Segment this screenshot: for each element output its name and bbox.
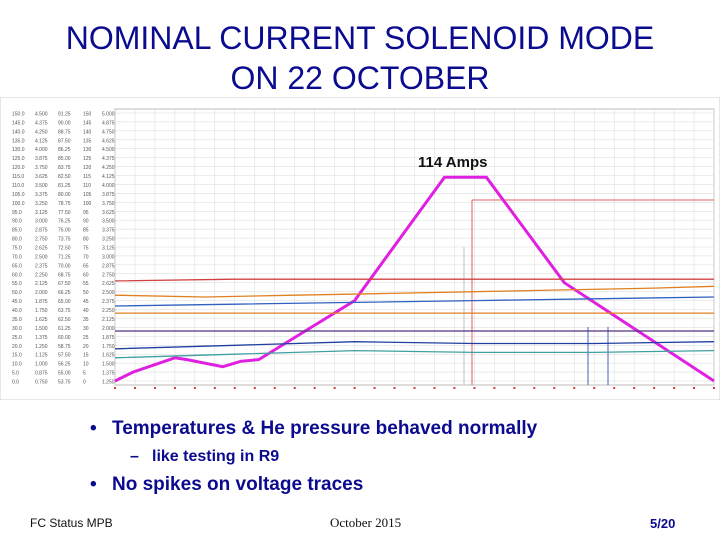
y-tick-label: 70 — [83, 254, 89, 261]
y-tick-label: 77.50 — [58, 209, 71, 216]
y-tick-label: 3.250 — [102, 236, 115, 243]
y-tick-label: 0.0 — [12, 379, 19, 386]
y-tick-label: 1.750 — [35, 308, 48, 315]
y-tick-label: 5.000 — [102, 111, 115, 118]
x-tick-mark — [274, 387, 276, 389]
footer-left: FC Status MPB — [30, 516, 113, 530]
y-tick-label: 61.25 — [58, 325, 71, 332]
y-tick-label: 86.25 — [58, 147, 71, 154]
y-tick-label: 130 — [83, 147, 92, 154]
y-tick-label: 65.00 — [58, 299, 71, 306]
y-tick-label: 20 — [83, 343, 89, 350]
y-tick-label: 140.0 — [12, 129, 25, 136]
y-tick-label: 60.00 — [58, 334, 71, 341]
y-tick-label: 73.75 — [58, 236, 71, 243]
y-tick-label: 15.0 — [12, 352, 22, 359]
y-tick-label: 76.25 — [58, 218, 71, 225]
y-tick-label: 125 — [83, 156, 92, 163]
y-tick-label: 3.000 — [102, 254, 115, 261]
y-tick-label: 30.0 — [12, 325, 22, 332]
y-tick-label: 3.750 — [102, 200, 115, 207]
x-tick-mark — [713, 387, 715, 389]
bullet-dot-icon: • — [90, 418, 97, 439]
y-tick-label: 145 — [83, 120, 92, 127]
y-tick-label: 1.000 — [35, 361, 48, 368]
x-tick-mark — [114, 387, 116, 389]
y-tick-label: 105.0 — [12, 191, 25, 198]
y-tick-label: 20.0 — [12, 343, 22, 350]
y-tick-label: 2.000 — [35, 290, 48, 297]
x-tick-mark — [254, 387, 256, 389]
bullet-dot-icon: • — [90, 474, 97, 495]
y-tick-label: 56.25 — [58, 361, 71, 368]
x-tick-mark — [354, 387, 356, 389]
y-tick-label: 120.0 — [12, 165, 25, 172]
x-tick-mark — [174, 387, 176, 389]
x-tick-mark — [394, 387, 396, 389]
y-tick-label: 3.875 — [102, 191, 115, 198]
bullet-item — [90, 418, 537, 440]
y-tick-label: 4.500 — [35, 111, 48, 118]
y-tick-label: 80.00 — [58, 191, 71, 198]
x-tick-mark — [154, 387, 156, 389]
y-tick-label: 90.00 — [58, 120, 71, 127]
y-tick-label: 2.375 — [102, 299, 115, 306]
y-tick-label: 3.125 — [35, 209, 48, 216]
slide-title-line1: NOMINAL CURRENT SOLENOID MODE — [65, 20, 655, 56]
y-tick-label: 82.50 — [58, 174, 71, 181]
y-tick-label: 4.125 — [102, 174, 115, 181]
y-tick-label: 4.000 — [102, 182, 115, 189]
y-tick-label: 80.0 — [12, 236, 22, 243]
x-tick-mark — [493, 387, 495, 389]
y-tick-label: 145.0 — [12, 120, 25, 127]
y-tick-label: 2.000 — [102, 325, 115, 332]
x-tick-mark — [314, 387, 316, 389]
dash-icon: – — [130, 448, 139, 465]
y-tick-label: 25 — [83, 334, 89, 341]
x-tick-mark — [613, 387, 615, 389]
slide-title — [0, 18, 720, 98]
y-tick-label: 4.375 — [102, 156, 115, 163]
y-tick-label: 115.0 — [12, 174, 25, 181]
y-tick-label: 1.125 — [35, 352, 48, 359]
y-tick-label: 15 — [83, 352, 89, 359]
y-tick-label: 30 — [83, 325, 89, 332]
y-tick-label: 62.50 — [58, 316, 71, 323]
y-tick-label: 3.625 — [35, 174, 48, 181]
chart-svg — [0, 97, 720, 400]
y-tick-label: 68.75 — [58, 272, 71, 279]
y-tick-label: 53.75 — [58, 379, 71, 386]
y-tick-label: 3.750 — [35, 165, 48, 172]
y-tick-label: 65.0 — [12, 263, 22, 270]
y-tick-label: 70.00 — [58, 263, 71, 270]
y-tick-label: 3.500 — [102, 218, 115, 225]
y-tick-label: 57.50 — [58, 352, 71, 359]
y-tick-label: 105 — [83, 191, 92, 198]
y-tick-label: 1.875 — [35, 299, 48, 306]
y-tick-label: 71.25 — [58, 254, 71, 261]
y-tick-label: 2.750 — [35, 236, 48, 243]
y-tick-label: 50 — [83, 290, 89, 297]
x-tick-mark — [374, 387, 376, 389]
y-tick-label: 135 — [83, 138, 92, 145]
x-tick-mark — [573, 387, 575, 389]
x-tick-mark — [234, 387, 236, 389]
y-tick-label: 4.375 — [35, 120, 48, 127]
y-tick-label: 1.625 — [35, 316, 48, 323]
y-tick-label: 65 — [83, 263, 89, 270]
y-tick-label: 3.500 — [35, 182, 48, 189]
y-tick-label: 67.50 — [58, 281, 71, 288]
y-tick-label: 85.0 — [12, 227, 22, 234]
x-tick-mark — [294, 387, 296, 389]
y-tick-label: 2.375 — [35, 263, 48, 270]
y-tick-label: 45 — [83, 299, 89, 306]
y-tick-label: 1.875 — [102, 334, 115, 341]
chart-container — [0, 97, 720, 400]
y-tick-label: 75 — [83, 245, 89, 252]
y-tick-label: 90 — [83, 218, 89, 225]
y-tick-label: 2.625 — [102, 281, 115, 288]
y-tick-label: 4.625 — [102, 138, 115, 145]
y-tick-label: 78.75 — [58, 200, 71, 207]
x-tick-mark — [633, 387, 635, 389]
sub-bullet-item — [130, 448, 279, 466]
y-tick-label: 120 — [83, 165, 92, 172]
y-tick-label: 5 — [83, 370, 86, 377]
y-tick-label: 2.875 — [35, 227, 48, 234]
y-tick-label: 4.250 — [102, 165, 115, 172]
footer-date: October 2015 — [330, 515, 402, 530]
y-tick-label: 125.0 — [12, 156, 25, 163]
x-tick-mark — [533, 387, 535, 389]
x-tick-mark — [414, 387, 416, 389]
y-tick-label: 1.750 — [102, 343, 115, 350]
y-tick-label: 3.625 — [102, 209, 115, 216]
y-tick-label: 75.0 — [12, 245, 22, 252]
y-tick-label: 2.875 — [102, 263, 115, 270]
y-tick-label: 1.375 — [102, 370, 115, 377]
y-tick-label: 3.000 — [35, 218, 48, 225]
x-tick-mark — [134, 387, 136, 389]
y-tick-label: 85.00 — [58, 156, 71, 163]
slide-title-line2: ON 22 OCTOBER — [230, 60, 490, 96]
y-tick-label: 135.0 — [12, 138, 25, 145]
y-tick-label: 2.750 — [102, 272, 115, 279]
y-tick-label: 1.500 — [35, 325, 48, 332]
y-tick-label: 81.25 — [58, 182, 71, 189]
y-tick-label: 3.875 — [35, 156, 48, 163]
annotation-label: 114 Amps — [418, 154, 488, 171]
y-tick-label: 60.0 — [12, 272, 22, 279]
x-tick-mark — [453, 387, 455, 389]
y-tick-label: 5.0 — [12, 370, 19, 377]
sub-bullet-text: like testing in R9 — [152, 448, 280, 465]
y-tick-label: 100.0 — [12, 200, 25, 207]
y-tick-label: 0.750 — [35, 379, 48, 386]
y-tick-label: 1.500 — [102, 361, 115, 368]
y-tick-label: 2.500 — [102, 290, 115, 297]
y-tick-label: 2.250 — [102, 308, 115, 315]
bullet-text: Temperatures & He pressure behaved normally — [112, 418, 538, 439]
y-tick-label: 63.75 — [58, 308, 71, 315]
y-tick-label: 115 — [83, 174, 91, 181]
y-tick-label: 25.0 — [12, 334, 22, 341]
y-tick-label: 4.500 — [102, 147, 115, 154]
y-tick-label: 70.0 — [12, 254, 22, 261]
y-tick-label: 83.75 — [58, 165, 71, 172]
x-tick-mark — [194, 387, 196, 389]
y-tick-label: 3.125 — [102, 245, 115, 252]
y-tick-label: 150.0 — [12, 111, 25, 118]
y-tick-label: 0 — [83, 379, 86, 386]
y-tick-label: 55.0 — [12, 281, 22, 288]
y-tick-label: 100 — [83, 200, 92, 207]
y-tick-label: 0.875 — [35, 370, 48, 377]
y-tick-label: 10 — [83, 361, 89, 368]
y-tick-label: 2.625 — [35, 245, 48, 252]
y-tick-label: 40.0 — [12, 308, 22, 315]
y-tick-label: 150 — [83, 111, 92, 118]
y-tick-label: 40 — [83, 308, 89, 315]
y-tick-label: 66.25 — [58, 290, 71, 297]
y-tick-label: 4.750 — [102, 129, 115, 136]
y-tick-label: 3.250 — [35, 200, 48, 207]
y-tick-label: 58.75 — [58, 343, 71, 350]
x-tick-mark — [513, 387, 515, 389]
x-tick-mark — [473, 387, 475, 389]
y-tick-label: 4.125 — [35, 138, 48, 145]
bullet-text: No spikes on voltage traces — [112, 474, 364, 495]
page-number: 5/20 — [650, 516, 676, 531]
y-tick-label: 2.125 — [35, 281, 48, 288]
y-tick-label: 3.375 — [102, 227, 115, 234]
y-tick-label: 130.0 — [12, 147, 25, 154]
x-tick-mark — [693, 387, 695, 389]
y-tick-label: 1.375 — [35, 334, 48, 341]
y-tick-label: 72.50 — [58, 245, 71, 252]
y-tick-label: 35 — [83, 316, 89, 323]
y-tick-label: 2.125 — [102, 316, 115, 323]
y-tick-label: 60 — [83, 272, 89, 279]
x-tick-mark — [334, 387, 336, 389]
y-tick-label: 85 — [83, 227, 89, 234]
y-tick-label: 1.250 — [102, 379, 115, 386]
y-tick-label: 10.0 — [12, 361, 22, 368]
y-tick-label: 55 — [83, 281, 89, 288]
bullet-item — [90, 474, 363, 496]
x-tick-mark — [673, 387, 675, 389]
x-tick-mark — [433, 387, 435, 389]
x-tick-mark — [653, 387, 655, 389]
x-tick-mark — [214, 387, 216, 389]
y-tick-label: 1.625 — [102, 352, 115, 359]
y-tick-label: 110 — [83, 182, 91, 189]
y-tick-label: 35.0 — [12, 316, 22, 323]
y-tick-label: 80 — [83, 236, 89, 243]
x-tick-mark — [553, 387, 555, 389]
y-tick-label: 95.0 — [12, 209, 22, 216]
y-tick-label: 50.0 — [12, 290, 22, 297]
y-tick-label: 4.250 — [35, 129, 48, 136]
y-tick-label: 75.00 — [58, 227, 71, 234]
y-tick-label: 4.875 — [102, 120, 115, 127]
y-tick-label: 1.250 — [35, 343, 48, 350]
y-tick-label: 90.0 — [12, 218, 22, 225]
y-tick-label: 4.000 — [35, 147, 48, 154]
y-tick-label: 2.250 — [35, 272, 48, 279]
x-tick-mark — [593, 387, 595, 389]
y-tick-label: 95 — [83, 209, 89, 216]
y-tick-label: 45.0 — [12, 299, 22, 306]
y-tick-label: 55.00 — [58, 370, 71, 377]
y-tick-label: 3.375 — [35, 191, 48, 198]
y-tick-label: 2.500 — [35, 254, 48, 261]
y-tick-label: 87.50 — [58, 138, 71, 145]
y-tick-label: 88.75 — [58, 129, 71, 136]
y-tick-label: 110.0 — [12, 182, 25, 189]
y-tick-label: 140 — [83, 129, 92, 136]
y-tick-label: 91.25 — [58, 111, 71, 118]
